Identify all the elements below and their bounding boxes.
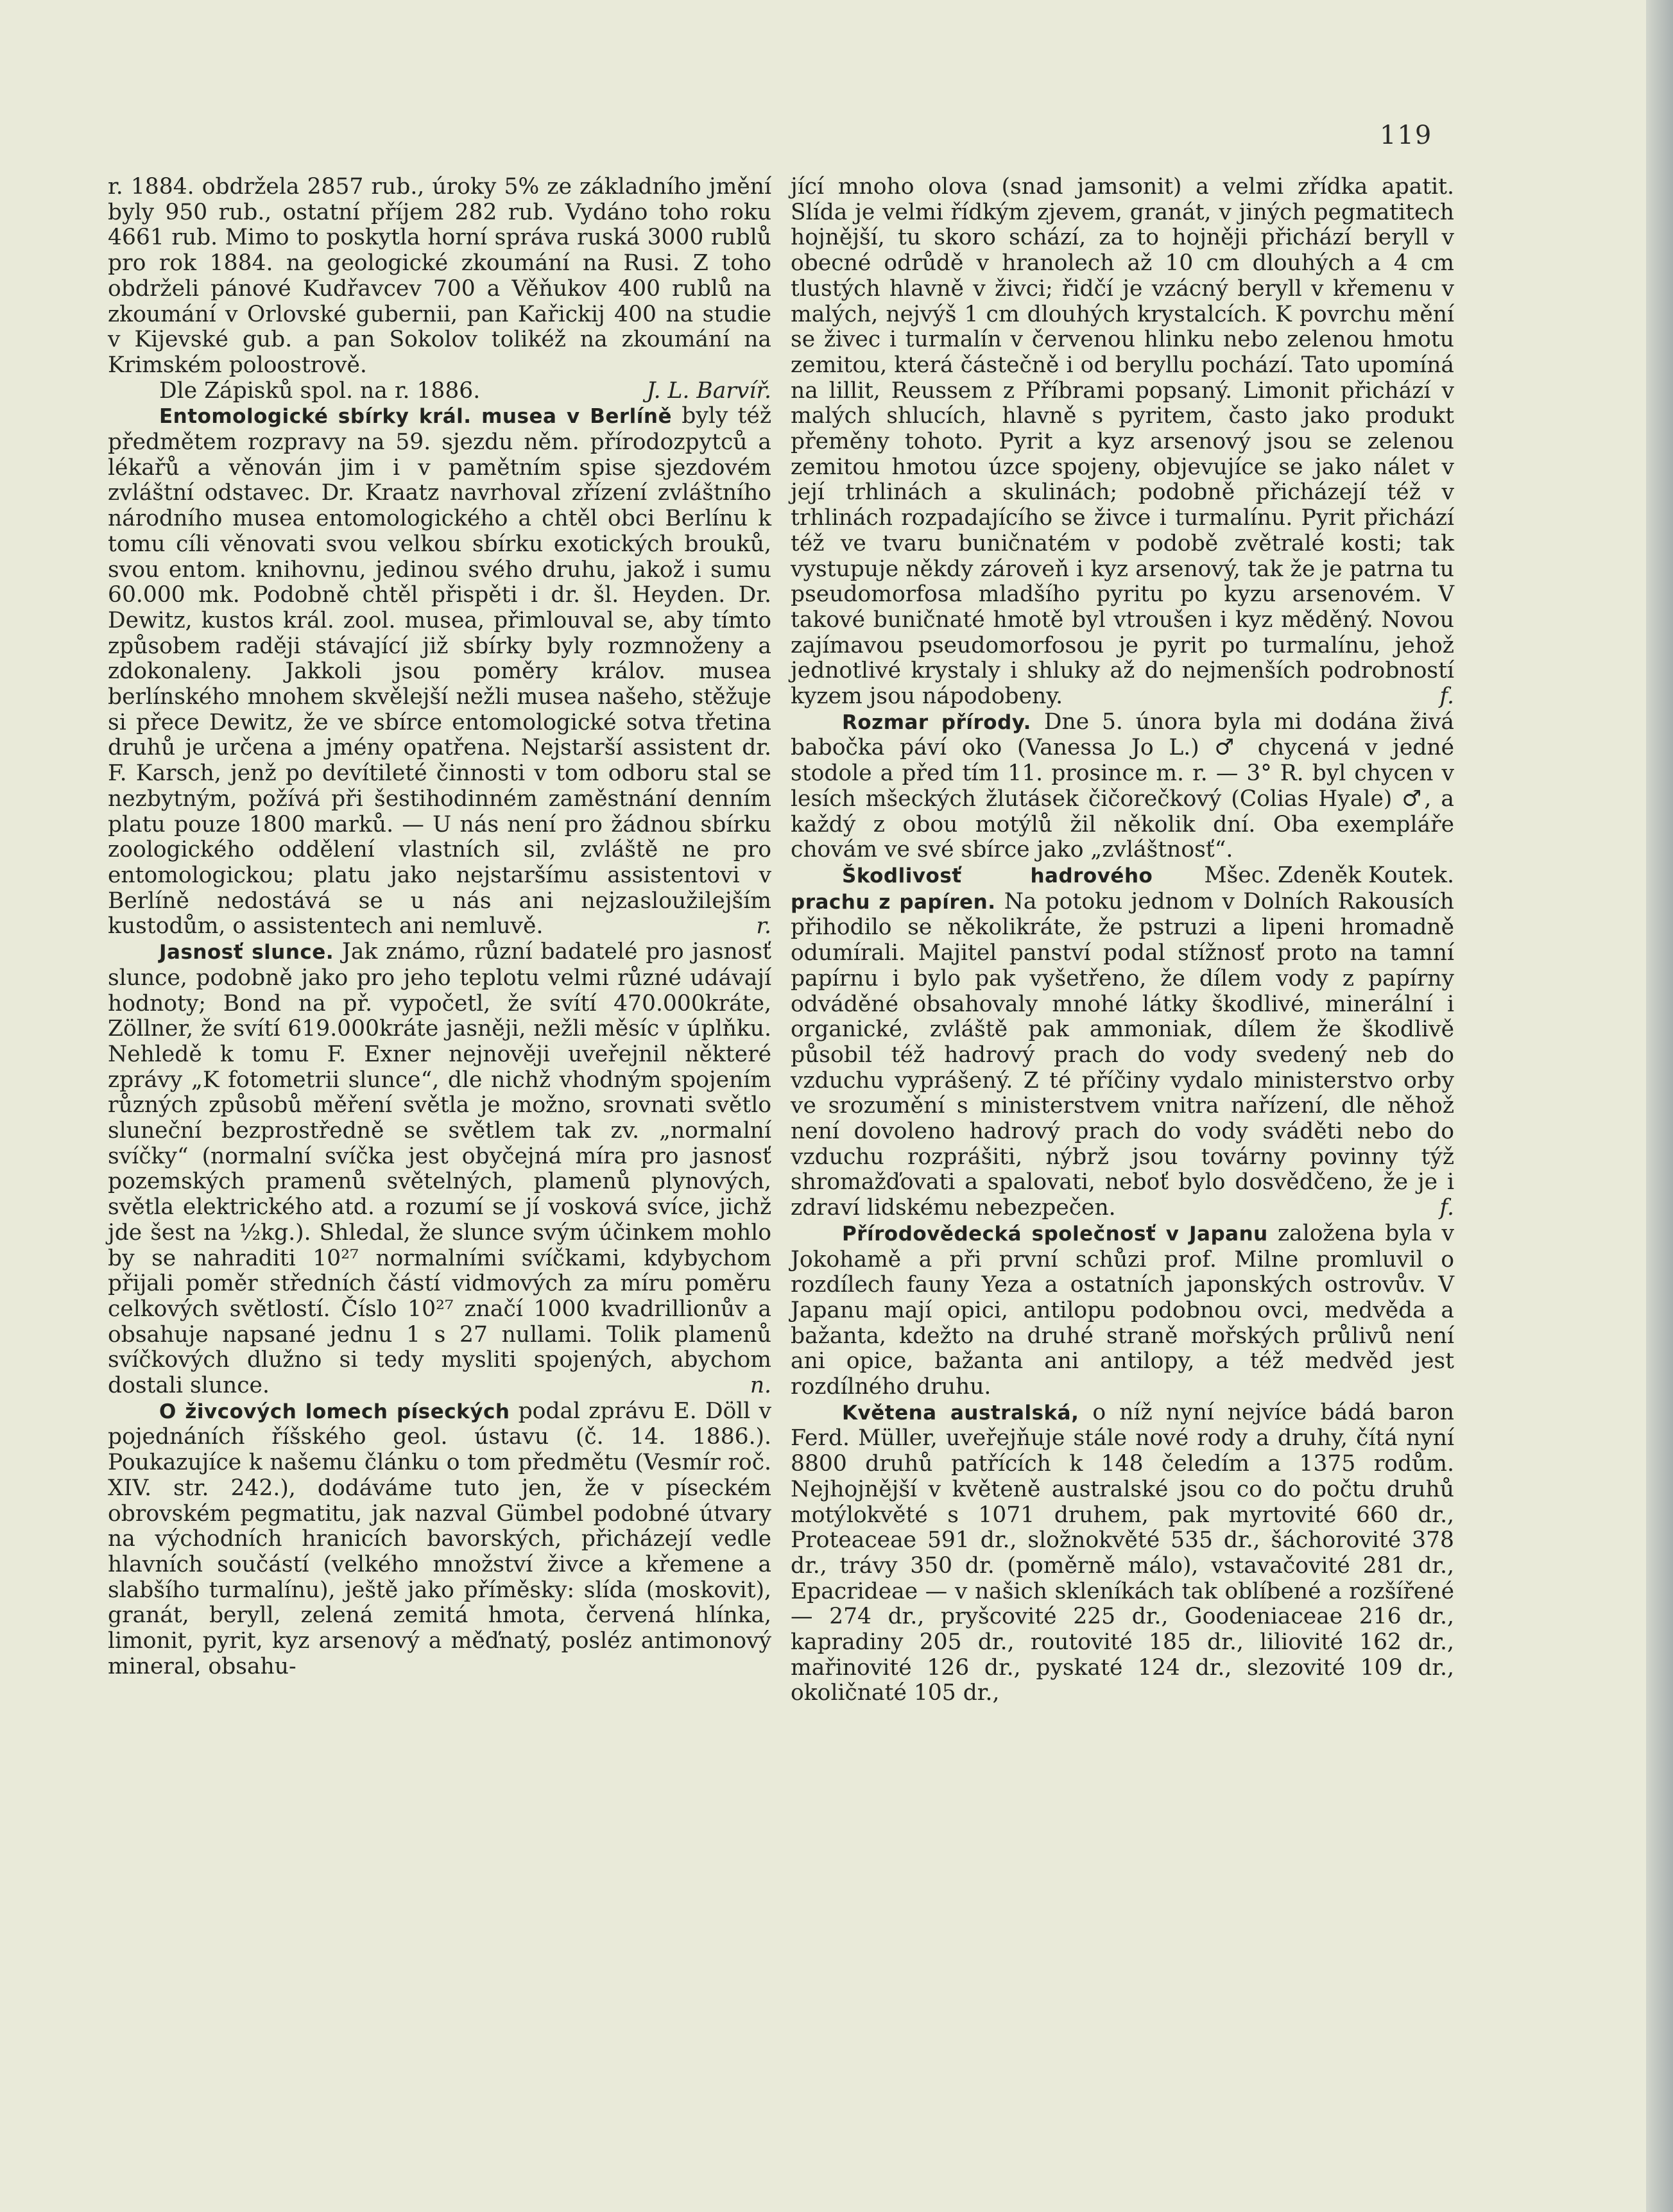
right-column xyxy=(791,175,1454,1706)
article-body: založena byla v Jokohamě a při první schůzi prof. Milne promluvil o rozdílech fauny Yeza a ostatních japonských ostrovův. V Japanu mají opici, antilopu podobnou ovci, medvěda a bažanta, kdežto na druhé straně mořských průlivů není ani opice, bažanta ani antilopy, a též medvěd jest rozdílného druhu. xyxy=(791,1220,1454,1400)
article-heading: Jasnosť slunce. xyxy=(159,941,334,965)
article-heading: Rozmar přírody. xyxy=(842,710,1031,734)
article-body: Dne 5. února byla mi dodána živá babočka páví oko (Vanessa Jo L.) ♂ chycená v jedné stodole a před tím 11. prosince m. r. — 3° R. byl chycen v lesích mšeckých žlutásek čičorečkový (Colias Hyale) ♂, a každý z obou motýlů žil několik dní. Oba exempláře chovám ve své sbírce jako „zvláštnosť“. xyxy=(791,708,1455,863)
article-rag-dust xyxy=(791,863,1454,1221)
left-column xyxy=(108,175,771,1679)
author-signature: J. L. Barvíř. xyxy=(646,377,771,404)
article-body: o níž nyní nejvíce bádá baron Ferd. Müller, uveřejňuje stále nové rody a druhy, čítá nyní 8800 druhů patřících k 148 čeledím a 1375 rodům. Nejhojnější v květeně australské jsou co do počtu druhů motýlokvěté s 1071 druhem, pak myrtovité 660 dr., Proteaceae 591 dr., složnokvěté 535 dr., šáchorovité 378 dr., trávy 350 dr. (poměrně málo), vstavačovité 281 dr., Epacrideae — v našich skleníkách tak oblíbené a rozšířené — 274 dr., pryšcovité 225 dr., Goodeniaceae 216 dr., kapradiny 205 dr., routovité 185 dr., liliovité 162 dr., mařinovité 126 dr., pyskaté 124 dr., slezovité 109 dr., okoličnaté 105 dr., xyxy=(791,1399,1454,1706)
article-feldspar-quarries xyxy=(108,1399,771,1680)
article-sun-brightness xyxy=(108,939,771,1399)
article-body: byly též předmětem rozpravy na 59. sjezdu něm. přírodozpytců a lékařů a věnován jim i v pamětním spise sjezdovém zvláštní odstavec. Dr. Kraatz navrhoval zřízení zvláštního národního musea entomologického a chtěl obci Berlínu k tomu cíli věnovati svou velkou sbírku exotických brouků, svou entom. knihovnu, jedinou svého druhu, jakož i sumu 60.000 mk. Podobně chtěl přispěti i dr. šl. Heyden. Dr. Dewitz, kustos král. zool. musea, přimlouval se, aby tímto způsobem raději stávající již sbírky byly rozmnoženy a zdokonaleny. Jakkoli jsou poměry králov. musea berlínského mnohem skvělejší nežli musea našeho, stěžuje si přece Dewitz, že ve sbírce entomologické sotva třetina druhů je určena a jmény opatřena. Nejstarší assistent dr. F. Karsch, jenž po devítileté činnosti v tom odboru stal se nezbytným, požívá při šestihodinném zaměstnání denním platu pouze 1800 marků. — U nás není pro žádnou sbírku zoologického oddělení vlastních sil, zvláště ne pro entomologickou; platu jako nejstaršímu assistentovi v Berlíně nedostává se u nás ani nejzasloužilejším kustodům, o assistentech ani nemluvě. xyxy=(108,403,772,939)
article-japan-society xyxy=(791,1221,1454,1400)
author-signature: Mšec. Zdeněk Koutek. xyxy=(1204,862,1454,888)
article-nature-whim xyxy=(791,708,1455,888)
article-heading: Škodlivosť hadrového prachu z papíren. xyxy=(791,864,1153,914)
article-heading: Přírodovědecká společnosť v Japanu xyxy=(842,1222,1268,1246)
article-australian-flora xyxy=(791,1400,1454,1706)
article-body: podal zprávu E. Döll v pojednáních říšského geol. ústavu (č. 14. 1886.). Poukazujíce k našemu článku o tom předmětu (Vesmír roč. XIV. str. 242.), dodáváme tuto jen, že v píseckém obrovském pegmatitu, jak nazval Gümbel podobné útvary na východních hranicích bavorských, přicházejí vedle hlavních součástí (velkého množství živce a křemene a slabšího turmalínu), ještě jako příměsky: slída (moskovit), granát, beryll, zelená zemitá hmota, červená hlínka, limonit, pyrit, kyz arsenový a měďnatý, posléz antimonový mineral, obsahu- xyxy=(108,1398,772,1679)
article-body: jící mnoho olova (snad jamsonit) a velmi zřídka apatit. Slída je velmi řídkým zjevem, granát, v jiných pegmatitech hojnější, tu skoro schází, za to hojněji přichází beryll v obecné odrůdě v hranolech až 10 cm dlouhých a 4 cm tlustých hlavně v živci; řidčí je vzácný beryll v křemenu v malých, nejvýš 1 cm dlouhých krystalcích. K povrchu mění se živec i turmalín v červenou hlinku nebo zelenou hmotu zemitou, která částečně i od beryllu pochází. Tato upomíná na lillit, Reussem z Příbrami popsaný. Limonit přichází v malých shlucích, hlavně s pyritem, často jako produkt přeměny tohoto. Pyrit a kyz arsenový jsou se zelenou zemitou hmotou úzce spojeny, objevujíce se jako nálet v její trhlinách a skulinách; podobně přicházejí též v trhlinách rozpadajícího se živce i turmalínu. Pyrit přichází též ve tvaru buničnatém v podobě zvětralé kosti; tak vystupuje někdy zároveň i kyz arsenový, tak že je patrna tu pseudomorfosa mladšího pyritu po kyzu arsenovém. V takové buničnaté hmotě byl vtroušen i kyz měděný. Novou zajímavou pseudomorfosou je pyrit po turmalínu, jehož jednotlivé krystaly i shluky až do nejmenších podrobností kyzem jsou nápodobeny. xyxy=(791,174,1454,710)
article-body: Na potoku jednom v Dolních Rakousích přihodilo se několikráte, že pstruzi a lipeni hromadně odumírali. Majitel panství podal stížnosť proto na tamní papírnu i bylo pak vyšetřeno, že dílem vody z papírny odváděné obsahovaly mnohé látky škodlivé, minerální i organické, zvláště pak ammoniak, dílem že škodlivě působil též hadrový prach do vody svedený neb do vzduchu vyprášený. Z té příčiny vydalo ministerstvo orby ve srozumění s ministerstvem vnitra nařízení, dle něhož není dovoleno hadrový prach do vody sváděti nebo do vzduchu rozprášiti, nýbrž jsou továrny povinny týž shromažďovati a spalovati, neboť bylo dosvědčeno, že je i zdraví lidskému nebezpečen. xyxy=(791,888,1455,1221)
page-edge xyxy=(1646,0,1673,2212)
article-body: Jak známo, různí badatelé pro jasnosť slunce, podobně jako pro jeho teplotu velmi různé udávají hodnoty; Bond na př. vypočetl, že svítí 470.000kráte, Zöllner, že svítí 619.000kráte jasněji, nežli měsíc v úplňku. Nehledě k tomu F. Exner nejnověji uveřejnil některé zprávy „K fotometrii slunce“, dle nichž vhodným spojením různých způsobů měření světla je možno, srovnati světlo sluneční bezprostředně se světlem tak zv. „normalní svíčky“ (normalní svíčka jest obyčejná míra pro jasnosť pozemských pramenů světelných, plamenů plynových, světla elektrického atd. a rozumí se jí vosková svíce, jichž jde šest na ½kg.). Shledal, že slunce svým účinkem mohlo by se nahraditi 10²⁷ normalními svíčkami, kdybychom přijali poměr středních částí vidmových za míru poměru celkových světlostí. Číslo 10²⁷ značí 1000 kvadrillionův a obsahuje napsané jednu 1 s 27 nullami. Tolik plamenů svíčkových dlužno si tedy mysliti spojených, abychom dostali slunce. xyxy=(108,939,772,1399)
source-note-text: Dle Zápisků spol. na r. 1886. xyxy=(159,377,481,404)
article-heading: O živcových lomech píseckých xyxy=(159,1400,510,1423)
author-signature: f. xyxy=(1439,683,1454,710)
author-signature: f. xyxy=(1439,1195,1454,1221)
author-signature: n. xyxy=(750,1373,771,1399)
article-heading: Entomologické sbírky král. musea v Berlíně xyxy=(159,405,672,429)
paragraph-funding: r. 1884. obdržela 2857 rub., úroky 5% ze základního jmění byly 950 rub., ostatní příjem 282 rub. Vydáno toho roku 4661 rub. Mimo to poskytla horní správa ruská 3000 rublů pro rok 1884. na geologické zkoumání na Rusi. Z toho obdrželi pánové Kudřavcev 700 a Věňukov 400 rublů na zkoumání v Orlovské gubernii, pan Kařickij 400 na studie v Kijevské gub. a pan Sokolov tolikéž na zkoumání na Krimském poloostrově. xyxy=(108,174,771,378)
article-feldspar-continued xyxy=(791,175,1454,710)
article-heading: Květena australská, xyxy=(842,1401,1079,1425)
source-note xyxy=(108,379,771,404)
article-entomology xyxy=(108,404,771,939)
author-signature: r. xyxy=(756,913,771,939)
page-number: 119 xyxy=(1380,121,1433,150)
